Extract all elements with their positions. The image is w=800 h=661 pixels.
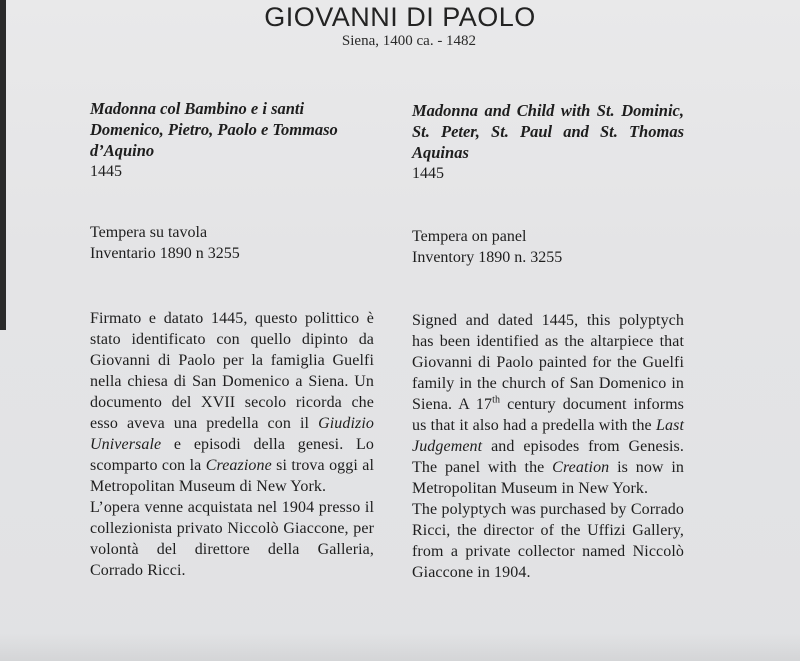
- artist-dates: Siena, 1400 ca. - 1482: [341, 33, 477, 49]
- english-desc-text-2: century document informs us that it also had a predella with the: [412, 396, 685, 434]
- english-description: [412, 310, 684, 583]
- english-artwork-title: Madonna and Child with St. Dominic, St. Peter, St. Paul and St. Thomas Aquinas: [412, 101, 684, 162]
- english-year: 1445: [412, 165, 444, 182]
- italian-artwork-title: Madonna col Bambino e i santi Domenico, Pietro, Paolo e Tommaso d’Aquino: [90, 99, 338, 160]
- italian-desc-paragraph-2: L’opera venne acquistata nel 1904 presso il collezionista privato Niccolò Giaccone, per volontà del direttore della Galleria, Corrado Ricci.: [90, 499, 374, 579]
- english-inventory: Inventory 1890 n. 3255: [412, 249, 563, 266]
- english-desc-sup: th: [492, 394, 501, 406]
- page-shadow: [0, 633, 800, 661]
- italian-desc-text-1: Firmato e datato 1445, questo polittico è stato identificato con quello dipinto da Giovanni di Paolo per la famiglia Guelfi nella chiesa di San Domenico a Siena. Un documento del XVII secolo ricorda che esso aveva una predella con il: [90, 310, 374, 432]
- english-desc-text-1: Signed and dated 1445, this polyptych has been identified as the altarpiece that Giovanni di Paolo painted for the Guelfi family in the church of San Domenico in Siena. A 17: [412, 312, 684, 413]
- english-desc-em-1: Last Judgement: [412, 417, 684, 455]
- english-desc-em-2: Creation: [552, 459, 610, 476]
- italian-year: 1445: [90, 163, 122, 180]
- italian-inventory: Inventario 1890 n 3255: [90, 245, 240, 262]
- italian-desc-em-2: Creazione: [205, 457, 272, 474]
- english-desc-paragraph-2: The polyptych was purchased by Corrado Ricci, the director of the Uffizi Gallery, from a private collector named Niccolò Giaccone in 1904.: [412, 501, 684, 581]
- italian-technique-block: [90, 222, 374, 264]
- english-desc-paragraph-1: [412, 310, 684, 499]
- italian-technique: Tempera su tavola: [90, 224, 208, 241]
- english-title-block: [412, 100, 684, 184]
- english-desc-text-3: and episodes from Genesis. The panel with the: [412, 438, 684, 476]
- english-technique-block: [412, 226, 684, 268]
- artist-name: GIOVANNI DI PAOLO: [264, 2, 536, 32]
- italian-description: [90, 308, 374, 581]
- italian-desc-paragraph-1: [90, 308, 374, 497]
- italian-desc-text-3: si trova oggi al Metropolitan Museum di New York.: [90, 457, 374, 495]
- italian-title-block: [90, 98, 374, 182]
- english-desc-text-4: is now in Metropolitan Museum in New York.: [412, 459, 685, 497]
- italian-desc-em-1: Giudizio Universale: [90, 415, 374, 453]
- english-technique: Tempera on panel: [412, 228, 527, 245]
- italian-desc-text-2: e episodi della genesi. Lo scomparto con la: [90, 436, 374, 474]
